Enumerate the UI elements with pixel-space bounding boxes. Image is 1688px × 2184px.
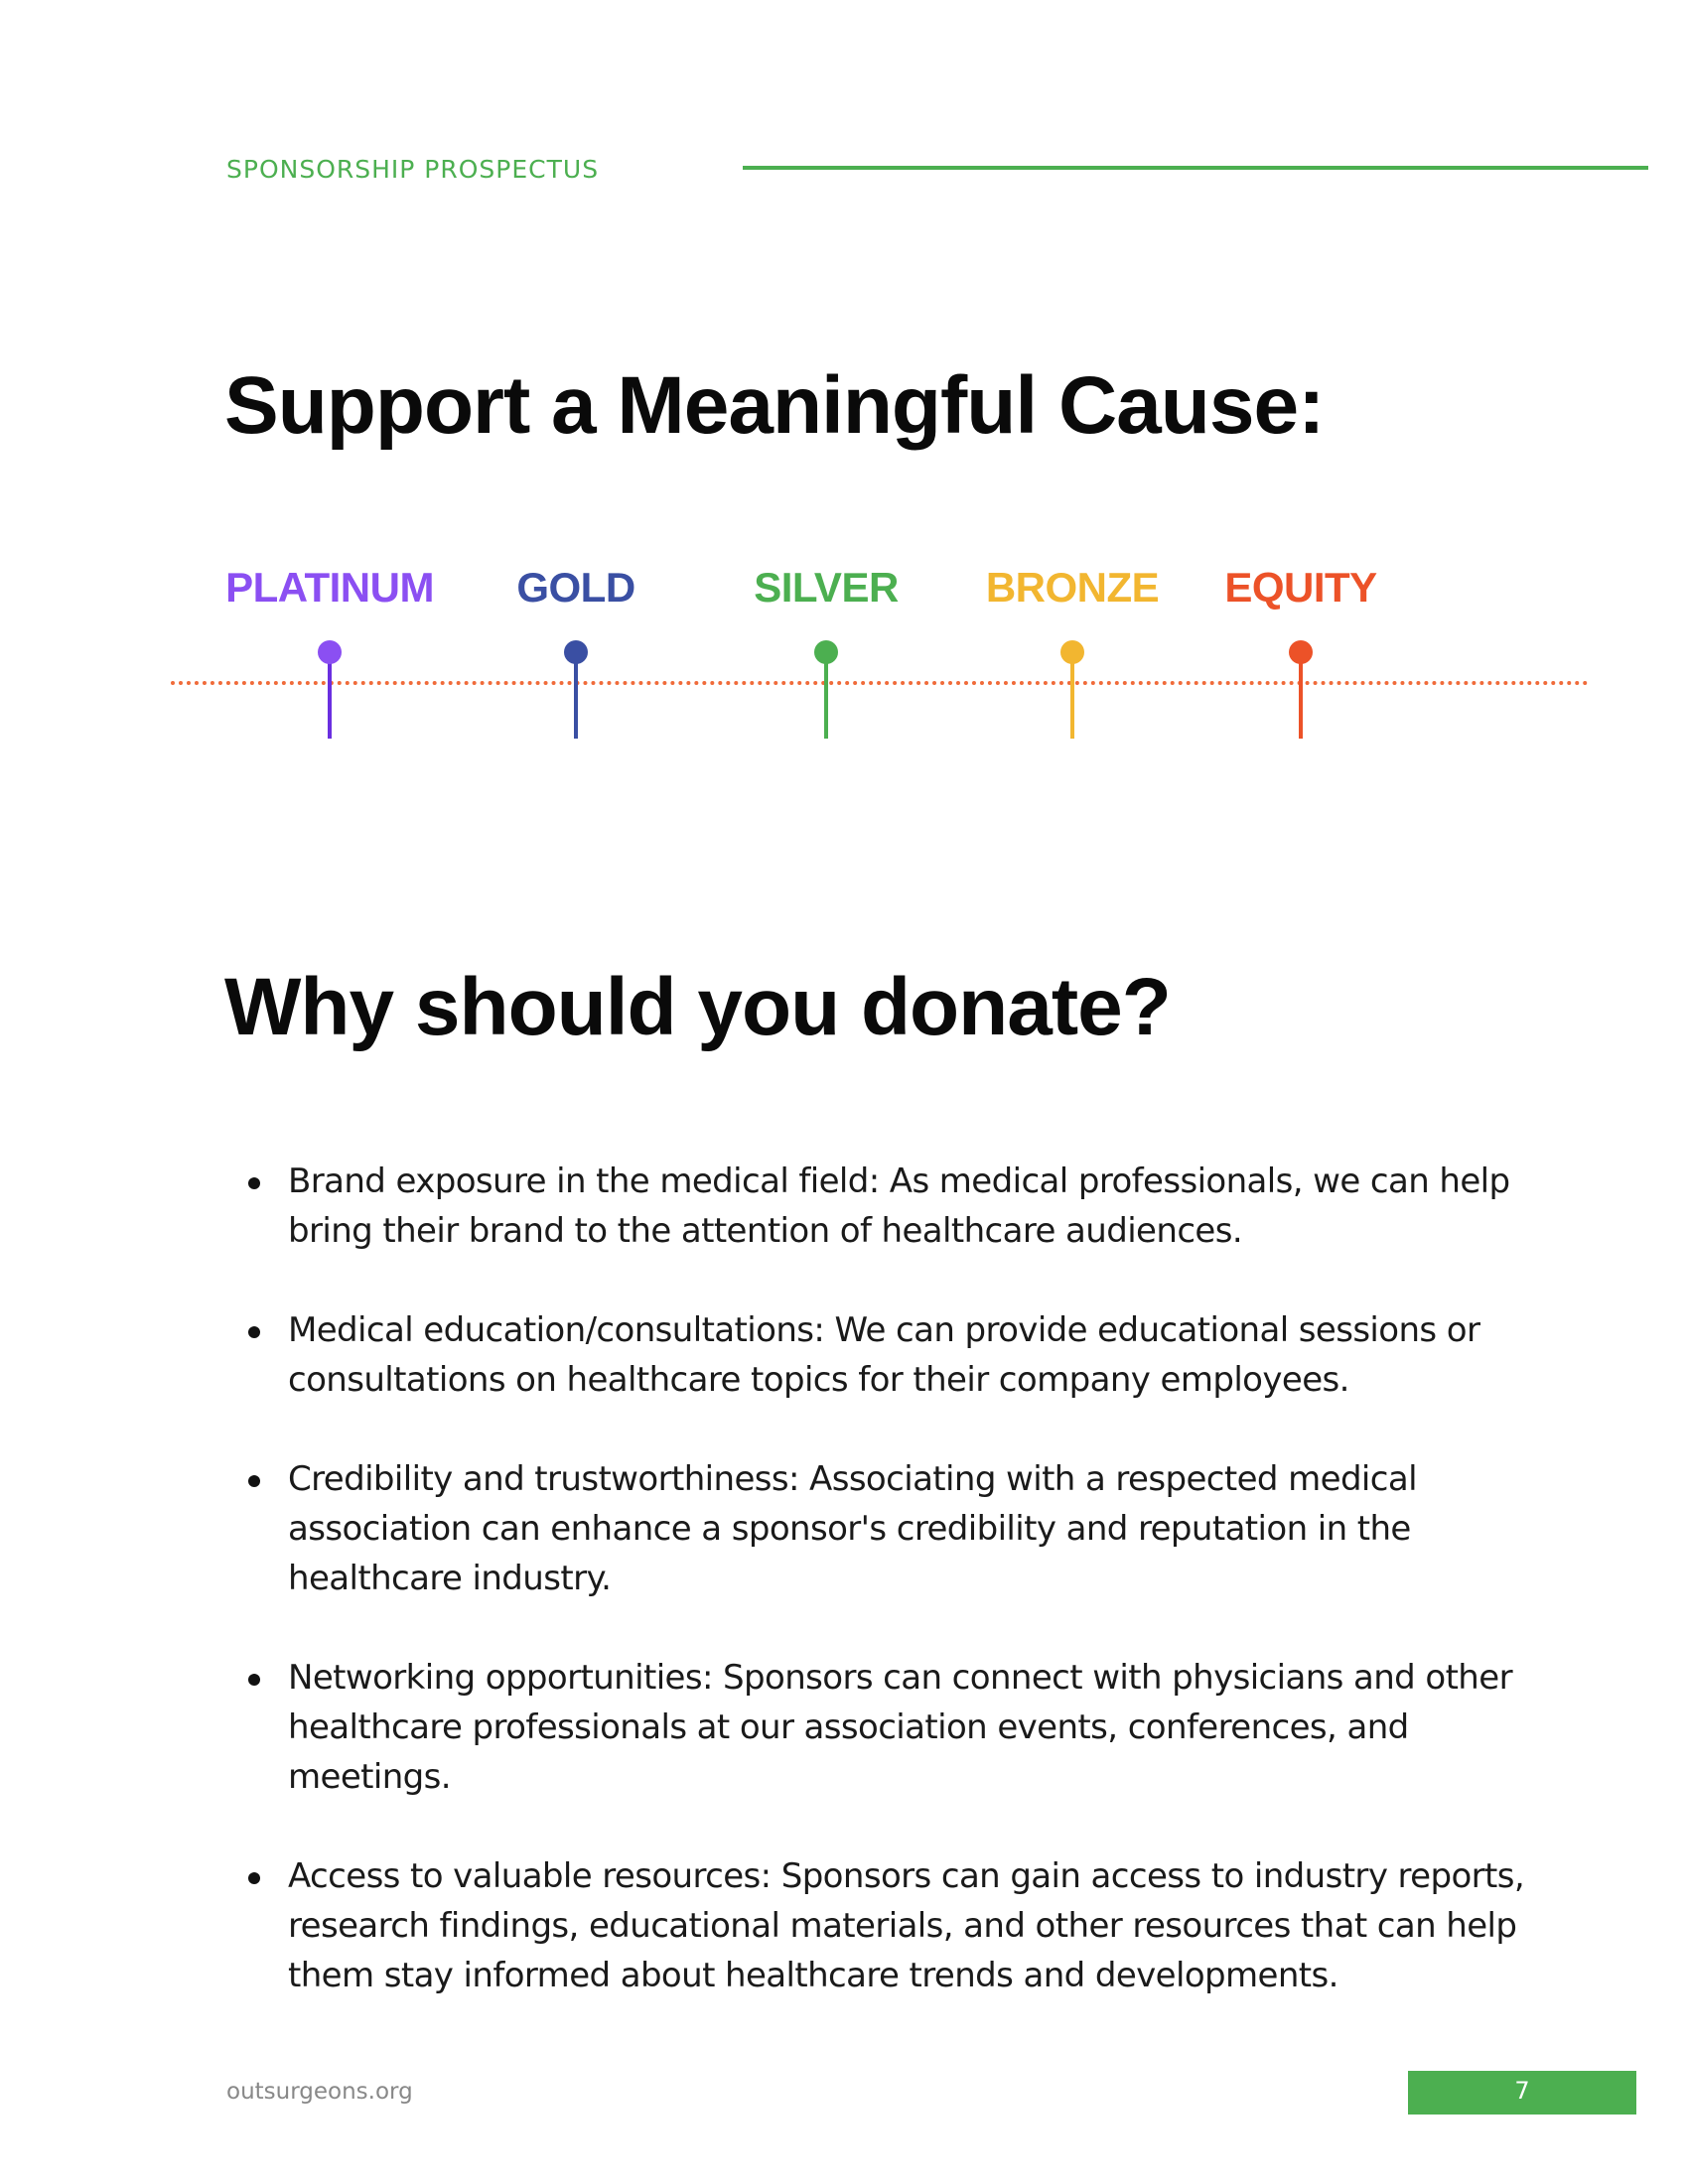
tier-marker-gold [564, 640, 588, 664]
tier-marker-bronze [1060, 640, 1084, 664]
header-rule [743, 166, 1648, 170]
tier-label-silver: SILVER [754, 564, 899, 611]
footer-website: outsurgeons.org [226, 2079, 413, 2105]
bullet-icon [248, 1872, 260, 1884]
reasons-list [246, 1157, 1567, 2050]
list-item [246, 1157, 1567, 1256]
tier-label-equity: EQUITY [1224, 564, 1377, 611]
list-item-text: Brand exposure in the medical field: As medical professionals, we can help bring their brand to the attention of healthcare audiences. [288, 1161, 1510, 1251]
tier-stem-silver [824, 655, 828, 739]
timeline-dotted-line [171, 681, 1589, 685]
list-item-text: Credibility and trustworthiness: Associating with a respected medical association can enhance a sponsor's credibility and reputation in the healthcare industry. [288, 1459, 1417, 1598]
list-item-text: Access to valuable resources: Sponsors can gain access to industry reports, research findings, educational materials, and other resources that can help them stay informed about healthcare trends and developments. [288, 1856, 1525, 1995]
list-item [246, 1653, 1567, 1802]
list-item [246, 1305, 1567, 1405]
bullet-icon [248, 1674, 260, 1686]
header-label: SPONSORSHIP PROSPECTUS [226, 155, 600, 184]
tier-label-platinum: PLATINUM [225, 564, 434, 611]
tier-marker-equity [1289, 640, 1313, 664]
section-title-why-donate: Why should you donate? [224, 962, 1171, 1052]
page-number: 7 [1408, 2071, 1636, 2115]
tier-marker-platinum [318, 640, 342, 664]
bullet-icon [248, 1177, 260, 1189]
tier-label-bronze: BRONZE [985, 564, 1160, 611]
section-title-support: Support a Meaningful Cause: [224, 360, 1325, 451]
sponsorship-tier-timeline [0, 556, 1688, 754]
list-item [246, 1454, 1567, 1603]
bullet-icon [248, 1475, 260, 1487]
tier-stem-gold [574, 655, 578, 739]
tier-stem-equity [1299, 655, 1303, 739]
list-item-text: Medical education/consultations: We can provide educational sessions or consultations on healthcare topics for their company employees. [288, 1310, 1480, 1400]
tier-stem-bronze [1070, 655, 1074, 739]
list-item [246, 1851, 1567, 2000]
tier-stem-platinum [328, 655, 332, 739]
list-item-text: Networking opportunities: Sponsors can connect with physicians and other healthcare professionals at our association events, conferences, and meetings. [288, 1658, 1512, 1797]
tier-marker-silver [814, 640, 838, 664]
bullet-icon [248, 1326, 260, 1338]
tier-label-gold: GOLD [516, 564, 635, 611]
